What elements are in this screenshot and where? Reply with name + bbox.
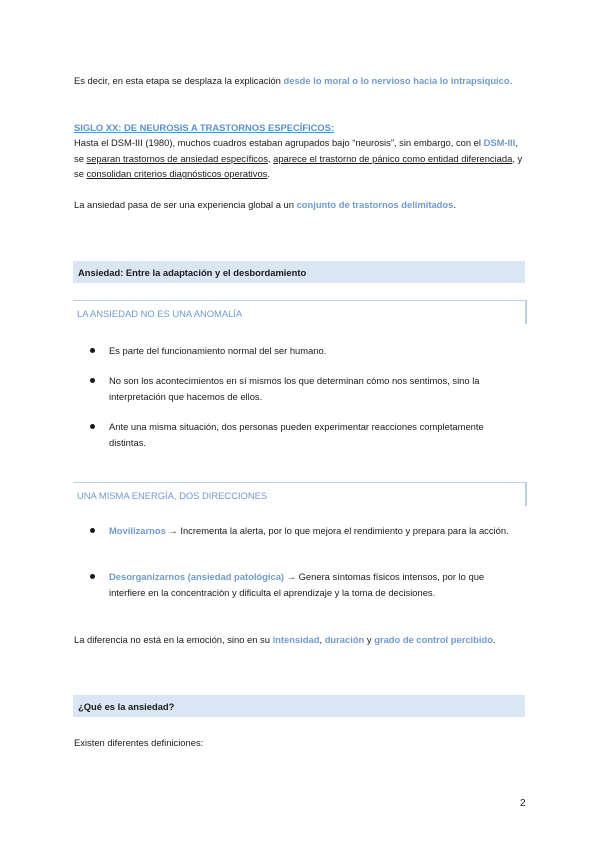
bullet-text xyxy=(109,569,523,600)
desorganizarnos-text: → Genera síntomas físicos intensos, por lo que interfiere en la concentración y dificulta el aprendizaje y la toma de decisiones. xyxy=(109,571,485,598)
bullet-text xyxy=(109,523,523,539)
siglo-text-7: , y se xyxy=(74,152,523,180)
bullet-dot-icon xyxy=(90,424,95,429)
global-paragraph xyxy=(74,197,526,213)
siglo-xx-heading-text: SIGLO XX: DE NEUROSIS A TRASTORNOS ESPECÍFICOS: xyxy=(74,122,335,133)
siglo-xx-heading xyxy=(74,120,526,136)
bullet-text: Es parte del funcionamiento normal del ser humano. xyxy=(109,345,327,356)
movilizarnos-text: → Incrementa la alerta, por lo que mejora el rendimiento y prepara para la acción. xyxy=(165,525,509,536)
siglo-dsm-highlight: DSM-III xyxy=(483,137,516,148)
control-highlight: grado de control percibido xyxy=(374,634,493,645)
bullet-dot-icon xyxy=(90,574,95,579)
section-title-adaptacion: Ansiedad: Entre la adaptación y el desbordamiento xyxy=(78,267,307,278)
desorganizarnos-highlight: Desorganizarnos (ansiedad patológica) xyxy=(109,571,285,582)
subsection-box-energia xyxy=(73,482,527,506)
diferencia-sep-2: y xyxy=(364,634,375,645)
diferencia-paragraph xyxy=(74,632,526,648)
subsection-title-anomalia: LA ANSIEDAD NO ES UNA ANOMALÍA xyxy=(77,308,243,319)
intensidad-highlight: intensidad xyxy=(272,634,320,645)
siglo-text-3: , se xyxy=(74,137,518,164)
bullet-dot-icon xyxy=(90,378,95,383)
intro-highlight: desde lo moral o lo nervioso hacia lo intrapsíquico xyxy=(283,75,510,86)
bullet-dot-icon xyxy=(90,528,95,533)
intro-paragraph xyxy=(74,73,526,89)
subsection-box-anomalia xyxy=(73,300,527,324)
global-end: . xyxy=(453,199,456,210)
page-number: 2 xyxy=(520,798,526,809)
section-band-que-es xyxy=(73,695,525,717)
bullet-text: Ante una misma situación, dos personas pueden experimentar reacciones completamente distintas. xyxy=(109,421,484,448)
siglo-xx-paragraph xyxy=(74,135,526,182)
siglo-text-5: , xyxy=(267,152,274,164)
siglo-text-9: . xyxy=(267,168,270,180)
duracion-highlight: duración xyxy=(324,634,365,645)
intro-text: Es decir, en esta etapa se desplaza la explicación xyxy=(74,75,284,86)
diferencia-sep-1: , xyxy=(319,634,325,645)
global-text: La ansiedad pasa de ser una experiencia global a un xyxy=(74,199,297,210)
siglo-text-1: Hasta el DSM-III (1980), muchos cuadros estaban agrupados bajo “neurosis”, sin embargo, con el xyxy=(74,137,484,148)
intro-end: . xyxy=(509,75,513,86)
siglo-underline-2: aparece el trastorno de pánico como entidad diferenciada xyxy=(273,152,513,164)
section-band-adaptacion xyxy=(73,261,525,283)
diferencia-end: . xyxy=(492,634,496,645)
definiciones-paragraph xyxy=(74,735,526,751)
global-highlight: conjunto de trastornos delimitados xyxy=(296,199,454,210)
siglo-underline-3: consolidan criterios diagnósticos operativos xyxy=(86,168,268,180)
definiciones-text: Existen diferentes definiciones: xyxy=(74,737,204,748)
subsection-title-energia: UNA MISMA ENERGÍA, DOS DIRECCIONES xyxy=(77,490,268,501)
bullet-dot-icon xyxy=(90,348,95,353)
section-title-que-es: ¿Qué es la ansiedad? xyxy=(78,701,175,712)
bullet-text: No son los acontecimientos en sí mismos los que determinan cómo nos sentimos, sino la interpretación que hacemos de ellos. xyxy=(109,375,480,402)
siglo-underline-1: separan trastornos de ansiedad específicos xyxy=(86,152,268,164)
movilizarnos-highlight: Movilizarnos xyxy=(109,525,166,536)
diferencia-text: La diferencia no está en la emoción, sino en su xyxy=(74,634,273,645)
